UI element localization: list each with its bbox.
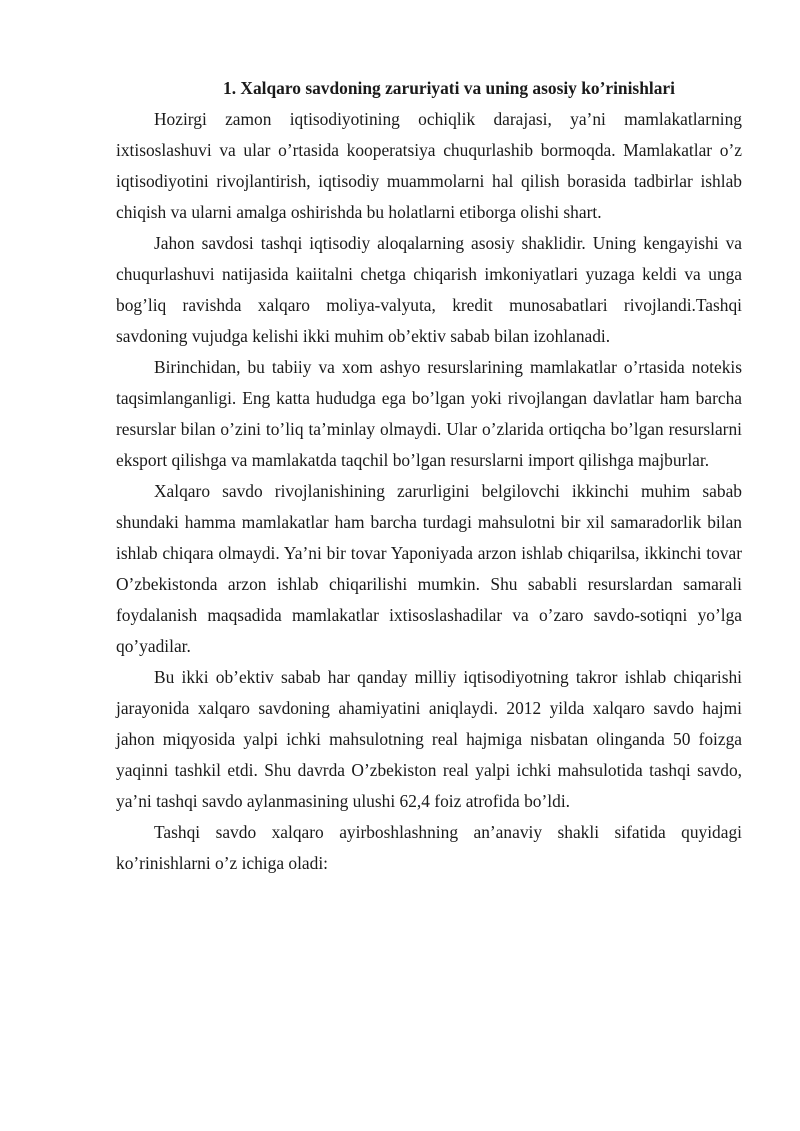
document-body: [116, 73, 742, 879]
section-heading: 1. Xalqaro savdoning zaruriyati va uning asosiy ko’rinishlari: [223, 78, 675, 98]
paragraph-1: Hozirgi zamon iqtisodiyotining ochiqlik darajasi, ya’ni mamlakatlarning ixtisoslashuvi va ular o’rtasida kooperatsiya chuqurlashib bormoqda. Mamlakatlar o’z iqtisodiyotini rivojlantirish, iqtisodiy muammolarni hal qilish borasida tadbirlar ishlab chiqish va ularni amalga oshirishda bu holatlarni etiborga olishi shart.: [116, 109, 742, 222]
paragraph-6: Tashqi savdo xalqaro ayirboshlashning an’anaviy shakli sifatida quyidagi ko’rinishlarni o’z ichiga oladi:: [116, 822, 742, 873]
paragraph-3: Birinchidan, bu tabiiy va xom ashyo resurslarining mamlakatlar o’rtasida notekis taqsimlanganligi. Eng katta hududga ega bo’lgan yoki rivojlangan davlatlar ham barcha resurslar bilan o’zini to’liq ta’minlay olmaydi. Ular o’zlarida ortiqcha bo’lgan resurslarni eksport qilishga va mamlakatda taqchil bo’lgan resurslarni import qilishga majburlar.: [116, 357, 742, 470]
paragraph-5: Bu ikki ob’ektiv sabab har qanday milliy iqtisodiyotning takror ishlab chiqarishi jarayonida xalqaro savdoning ahamiyatini aniqlaydi. 2012 yilda xalqaro savdo hajmi jahon miqyosida yalpi ichki mahsulotning real hajmiga nisbatan olinganda 50 foizga yaqinni tashkil etdi. Shu davrda O’zbekiston real yalpi ichki mahsulotida tashqi savdo, ya’ni tashqi savdo aylanmasining ulushi 62,4 foiz atrofida bo’ldi.: [116, 667, 742, 811]
paragraph-2: Jahon savdosi tashqi iqtisodiy aloqalarning asosiy shaklidir. Uning kengayishi va chuqurlashuvi natijasida kaiitalni chetga chiqarish imkoniyatlari yuzaga keldi va unga bog’liq ravishda xalqaro moliya-valyuta, kredit munosabatlari rivojlandi.Tashqi savdoning vujudga kelishi ikki muhim ob’ektiv sabab bilan izohlanadi.: [116, 233, 742, 346]
paragraph-4: Xalqaro savdo rivojlanishining zarurligini belgilovchi ikkinchi muhim sabab shundaki hamma mamlakatlar ham barcha turdagi mahsulotni bir xil samaradorlik bilan ishlab chiqara olmaydi. Ya’ni bir tovar Yaponiyada arzon ishlab chiqarilsa, ikkinchi tovar O’zbekistonda arzon ishlab chiqarilishi mumkin. Shu sababli resurslardan samarali foydalanish maqsadida mamlakatlar ixtisoslashadilar va o’zaro savdo-sotiqni yo’lga qo’yadilar.: [116, 481, 742, 656]
